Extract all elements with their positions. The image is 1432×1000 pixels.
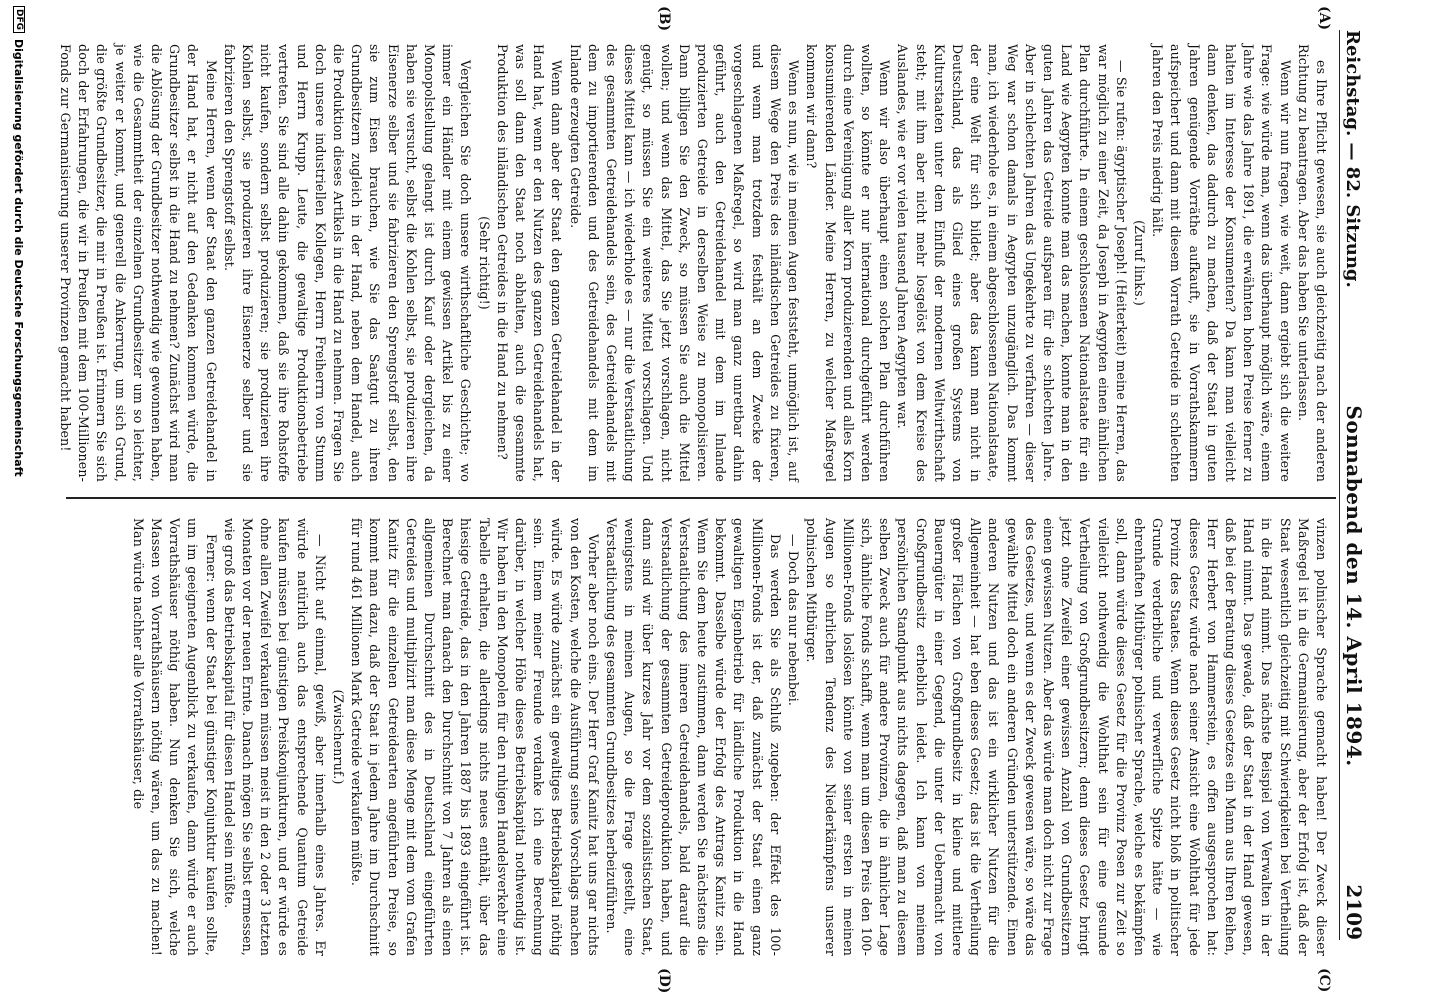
interjection: (Sehr richtig!) <box>476 216 492 310</box>
paragraph: — Sie rufen: ägyptischer Joseph! (Heiterkeit) meine Herren, das war möglich zu einer Zeit, da Joseph in Aegypten einen ähnlichen Plan durchführte. In einem geschlossenen Nationalstaate für ein Land wie Aegypten konnte man das machen, konnte man in den guten Jahren das Getreide aufsparen für die schlechten Jahre. Aber in schlechten Jahren das Ungekehrte zu verfahren — dieser Weg war schon damals in Aegypten unzugänglich. Das kommt man, ich wiederhole es, in einem abgeschlossenen Nationalstaate, der eine Welt für sich bildet; aber das kann man nicht in Deutschland, das als Glied eines großen Systems von Kulturstaaten unter dem Einfluß der modernen Weltwirthschaft steht; mit ihm aber nicht mehr losgelöst von dem Kreise des Auslandes, wie er vor vielen tausend Jahren Aegypten war. <box>895 44 1129 482</box>
right-column <box>70 518 1330 956</box>
margin-mark-d: (D) <box>656 968 672 994</box>
paragraph: Meine Herren, wenn der Staat den ganzen Getreidehandel in der Hand hat, er nicht auf den Gedanken kommen würde, die Grundbesitzer selbst in die Hand zu nehmen? Zunächst wird man die Ablösung der Grundbesitzer nothwendig wie gewonnen haben, wie die Gesammtheit der einzelnen Grundbesitzer um so leichter, je weiter er kommt, und generell die Ankerrung, um sich Grund, die größte Grundbesitzer, die mir in Preußen ist. Erinnern Sie sich doch der Erfahrungen, die wir in Preußen mit dem 100-Millionen-Fonds zur Germanisierung unserer Provinzen gemacht haben! <box>57 44 219 482</box>
paragraph: vinzen polnischer Sprache gemacht haben! Der Zweck dieser Maßregel ist in die Germanisierung, aber der Erfolg ist, daß der Staat wesentlich gleichzeitig mit Schwierigkeiten bei Vertheilung in die Hand nimmt. Das nächste Beispiel von Verwalten in der Hand nimmt. Das gewade, daß der Staat in der Hand gewesen, daß bei der Beratung dieses Gesetzes ein Mann aus Ihren Reihen, Herr Herbert von Hammerstein, es offen ausgesprochen hat: dieses Gesetz würde nach seiner Ansicht eine Wohlthat für jede Provinz des Staates. Wenn dieses Gesetz nicht bloß in politischer Grunde verderbliche und verwerfliche Spitze hätte — wie ehrenhaften Mitbürger polnischer Sprache, welche es bekämpfen soll, dann würde dieses Gesetz für die Provinz Posen zur Zeit so vielleicht nothwendig die Wohlthat sein für eine gesunde Vertheilung von Großgrundbesitzern; denn dieses Gesetz bringt jetzt ohne Zweifel einer gewissen Anzahl von Grundbesitzern einen gewissen Nutzen. Aber das würde man doch nicht zur Frage des Gesetzes, und wenn es der Zweck gewesen wäre, so wäre das gewählte Mittel doch ein anderen Gründen unterstützende. Einen anderen Nutzen und das ist ein wirklicher Nutzen für die Allgemeinheit — hat eben dieses Gesetz; das ist die Vertheilung großer Flächen von Großgrundbesitz in kleine und mittlere Bauerngüter in einer Gegend, die unter der Uebermacht von Großgrundbesitz erheblich leidet. Ich kann von meinem persönlichen Standpunkt aus nichts dagegen, daß man zu diesem selben Zweck auch für andere Provinzen, die in ähnlicher Lage sich, ähnliche Fonds schafft, wenn man um diesen Preis den 100-Millionen-Fonds loslösen könnte von seiner ersten in meinen Augen so ehrlichen Tendenz des Niederkämpfens unserer polnischen Mitbürger. <box>804 518 1329 956</box>
funding-notice <box>6 0 32 1000</box>
paragraph: Vergleichen Sie doch unsere wirthschaftliche Geschichte; wo immer ein Händler mit einem gewissen Artikel bis zu einer Monopolstellung gelangt ist durch Kauf oder dergleichen, da haben sie versucht, selbst die Kohlen selbst, sie produzieren ihre Eisenerze selber und sie fabrizieren den Sprengstoff selbst, den sie zum Eisen brauchen, wie Sie das Saatgut zu ihren Grundbesitzern zugleich in der Hand, neben dem Handel, auch die Produktion dieses Artikels in die Hand zu nehmen. Fragen Sie doch unsere industriellen Kollegen, Herrn Freiherrn von Stumm und Herrn Krupp. Leute, die gewaltige Produktionsbetriebe vertreten. Sie sind alle dahin gekommen, daß sie ihre Rohstoffe nicht kaufen, sondern selbst produzieren; sie produzieren ihre Kohlen selbst, sie produzieren ihre Eisenerze selber und sie fabrizieren den Sprengstoff selbst. <box>221 44 474 482</box>
paragraph: es Ihre Pflicht gewesen, sie auch gleichzeitig nach der anderen Richtung zu beantragen. Aber das haben Sie unterlassen. <box>1295 44 1329 482</box>
margin-mark-a: (A) <box>1316 6 1332 31</box>
column-rule <box>66 497 1336 499</box>
paragraph: Ferner: wenn der Staat bei günstiger Konjunktur kaufen sollte, um im geeigneten Augenblick zu verkaufen, dann würde er auch Vorrathshäuser nöthig haben. Nun denken Sie sich, welche Massen von Vorrathshäusern nöthig wären, um das zu machen! Man würde nachher alle Vorrathshäuser, die <box>130 518 219 956</box>
paragraph: Das werden Sie als Schluß zugeben: der Effekt des 100-Millionen-Fonds ist der, daß zunächst der Staat einen ganz gewaltigen Eigenbetrieb für ländliche Produktion in die Hand bekommt. Dasselbe würde der Erfolg des Antrags Kanitz sein. Wenn Sie dem heute zustimmen, dann werden Sie nächstens die Verstaatlichung des inneren Getreidehandels, bald darauf die Verstaatlichung der gesammten Getreideproduktion haben, und dann sind wir über kurzes Jahr vor dem sozialistischen Staat, wenigstens in meinen Augen, so die Frage gestellt, eine Verstaatlichung des gesammten Grundbesitzes herbeizuführen. <box>604 518 783 956</box>
paragraph: Wenn wir nun fragen, wie weit, dann ergiebt sich die weitere Frage: wie würde man, wenn das überhaupt möglich wäre, einem Jahre wie das Jahre 1891, die erwähnten hohen Preise ferner zu halten im Interesse der Konsumenten? Da kann man vielleicht dann denken, das dadurch zu machen, daß der Staat in guten Jahren genügende Vorräthe aufkauft, sie in Vorrathskammern aufspeichert und dann mit diesem Vorrath Getreide in schlechten Jahren den Preis niedrig hält. <box>1150 44 1293 482</box>
funding-text: Digitalisierung gefördert durch die Deutsche Forschungsgemeinschaft <box>12 39 26 477</box>
dfg-logo-icon: DFG <box>13 6 25 33</box>
page-header <box>1342 30 1382 940</box>
left-column <box>57 44 1330 482</box>
paragraph: — Doch das nur nebenbei. <box>786 534 802 707</box>
margin-mark-c: (C) <box>1316 968 1332 993</box>
interjection: (Zwischenruf.) <box>331 689 347 785</box>
paragraph: — Nicht auf einmal, gewiß, aber innerhalb eines Jahres. Er würde natürlich auch das entsprechende Quantum Getreide kaufen müssen bei günstigen Preiskonjunkturen, und er würde es ohne allen Zweifel verkaufen müssen meist in den 2 oder 3 letzten Monaten vor der neuen Ernte. Danach mögen Sie selbst ermessen, wie groß das Betriebskapital für diesen Handel sein müßte. <box>221 518 328 956</box>
paragraph: Wenn es nun, wie in meinen Augen feststeht, unmöglich ist, auf diesem Wege den Preis des inländischen Getreides zu fixieren, und wenn man trotzdem festhält an dem Zwecke der vorgeschlagenen Maßregel, so wird man ganz unrettbar dahin geführt, auch den Getreidehandel mit dem im Inlande produzierten Getreide in derselben Weise zu monopolisieren. Dann billigen Sie den Zweck, so müssen Sie auch die Mittel wollen; und wenn das Mittel, das Sie jetzt vorschlagen, nicht genügt, so müssen Sie ein weiteres Mittel vorschlagen. Und dieses Mittel kann — ich wiederhole es — nur die Verstaatlichung des gesammten Getreidehandels sein, des Getreidehandels mit dem zu importierenden und des Getreidehandels mit dem im Inlande erzeugten Getreide. <box>567 44 802 482</box>
interjection: (Zuruf links.) <box>1131 220 1147 306</box>
header-date: Sonnabend den 14. April 1894. <box>1342 405 1366 767</box>
header-session: Reichstag. — 82. Sitzung. <box>1342 30 1363 288</box>
header-rule <box>1339 30 1340 940</box>
page-number: 2109 <box>1342 884 1366 940</box>
paragraph: Wenn wir also überhaupt einen solchen Plan durchführen wollten, so könnte er nur international durchgeführt werden durch eine Vereinigung aller Korn produzierenden und alles Korn konsumierenden Länder. Meine Herren, zu welcher Maßregel kommen wir dann? <box>804 44 893 482</box>
margin-mark-b: (B) <box>656 6 672 32</box>
paragraph: Wenn dann aber der Staat den ganzen Getreidehandel in der Hand hat, wenn er den Nutzen des ganzen Getreidehandels hat, was soll dann den Staat noch abhalten, auch die gesammte Produktion des inländischen Getreides in die Hand zu nehmen? <box>494 44 565 482</box>
paragraph: Vorher aber noch eins. Der Herr Graf Kanitz hat uns gar nichts von den Kosten, welche die Ausführung seines Vorschlags machen würde. Es würde zunächst ein gewaltiges Betriebskapital nöthig sein. Einem meiner Freunde verdanke ich eine Berechnung darüber, in welcher Höhe dieses Betriebskapital nothwendig ist. Wir haben in den Monopolen für den ruhigen Handelsverkehr eine Tabelle erhalten, die allerdings nichts neues enthält, über das hiesige Getreide, das in den Jahren 1887 bis 1893 eingeführt ist. Berechnet man danach den Durchschnitt von 7 Jahren als einen allgemeinen Durchschnitt des in Deutschland eingeführten Getreides und multiplizirt man diese Menge mit dem vom Grafen Kanitz für die einzelnen Getreidearten angeführten Preise, so kommt man dazu, daß der Staat in jedem Jahre im Durchschnitt für rund 461 Millionen Mark Getreide verkaufen müßte. <box>349 518 601 956</box>
